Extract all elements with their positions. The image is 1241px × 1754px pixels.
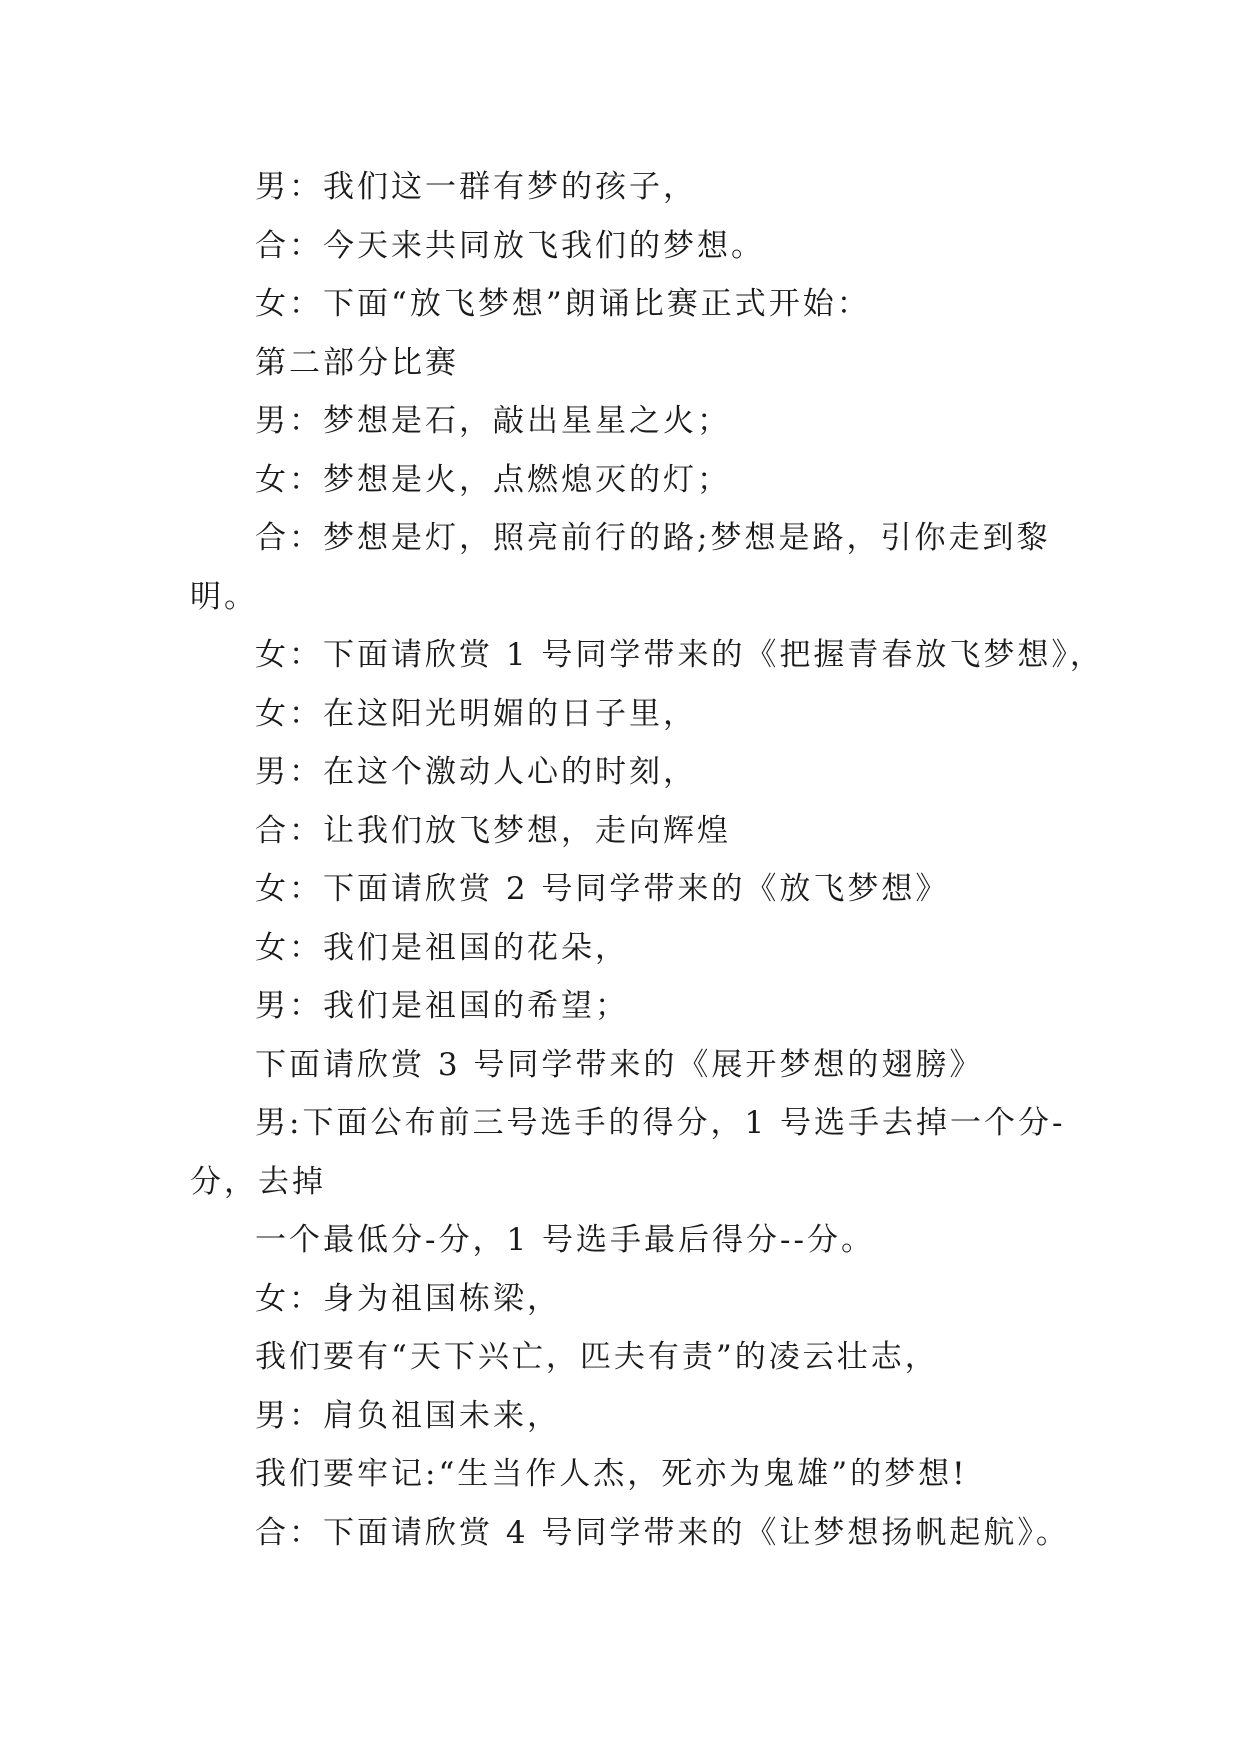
paragraph-line: 下面请欣赏 3 号同学带来的《展开梦想的翅膀》 — [255, 1046, 984, 1083]
paragraph-line: 合：梦想是灯，照亮前行的路;梦想是路，引你走到黎 — [255, 520, 1051, 556]
paragraph-line: 一个最低分-分，1 号选手最后得分--分。 — [255, 1222, 875, 1258]
paragraph-line-continuation: 明。 — [190, 578, 258, 615]
paragraph-line: 男：肩负祖国未来， — [255, 1397, 561, 1434]
paragraph-line: 女：下面“放飞梦想”朗诵比赛正式开始： — [255, 286, 871, 322]
paragraph-line: 合：今天来共同放飞我们的梦想。 — [255, 227, 765, 264]
paragraph-line: 合：下面请欣赏 4 号同学带来的《让梦想扬帆起航》。 — [255, 1514, 1070, 1551]
paragraph-line: 男：在这个激动人心的时刻， — [255, 754, 697, 790]
paragraph-line: 女：身为祖国栋梁， — [255, 1280, 561, 1317]
paragraph-line: 女：我们是祖国的花朵， — [255, 929, 629, 966]
paragraph-line: 男：梦想是石，敲出星星之火； — [255, 403, 731, 439]
section-heading: 第二部分比赛 — [255, 344, 459, 381]
paragraph-line: 我们要有“天下兴亡，匹夫有责”的凌云壮志， — [255, 1339, 939, 1375]
paragraph-line-continuation: 分，去掉 — [190, 1163, 326, 1200]
document-body — [190, 158, 1104, 1562]
paragraph-line: 女：下面请欣赏 1 号同学带来的《把握青春放飞梦想》， — [255, 637, 1104, 673]
paragraph-line: 男:下面公布前三号选手的得分，1 号选手去掉一个分- — [255, 1105, 1066, 1141]
paragraph-line: 我们要牢记:“生当作人杰，死亦为鬼雄”的梦想! — [255, 1456, 968, 1492]
paragraph-line: 女：下面请欣赏 2 号同学带来的《放飞梦想》 — [255, 871, 950, 907]
paragraph-line: 合：让我们放飞梦想，走向辉煌 — [255, 812, 731, 849]
paragraph-line: 女：梦想是火，点燃熄灭的灯； — [255, 461, 731, 498]
paragraph-line: 女：在这阳光明媚的日子里， — [255, 695, 697, 732]
paragraph-line: 男：我们这一群有梦的孩子， — [255, 169, 697, 205]
paragraph-line: 男：我们是祖国的希望； — [255, 988, 629, 1024]
